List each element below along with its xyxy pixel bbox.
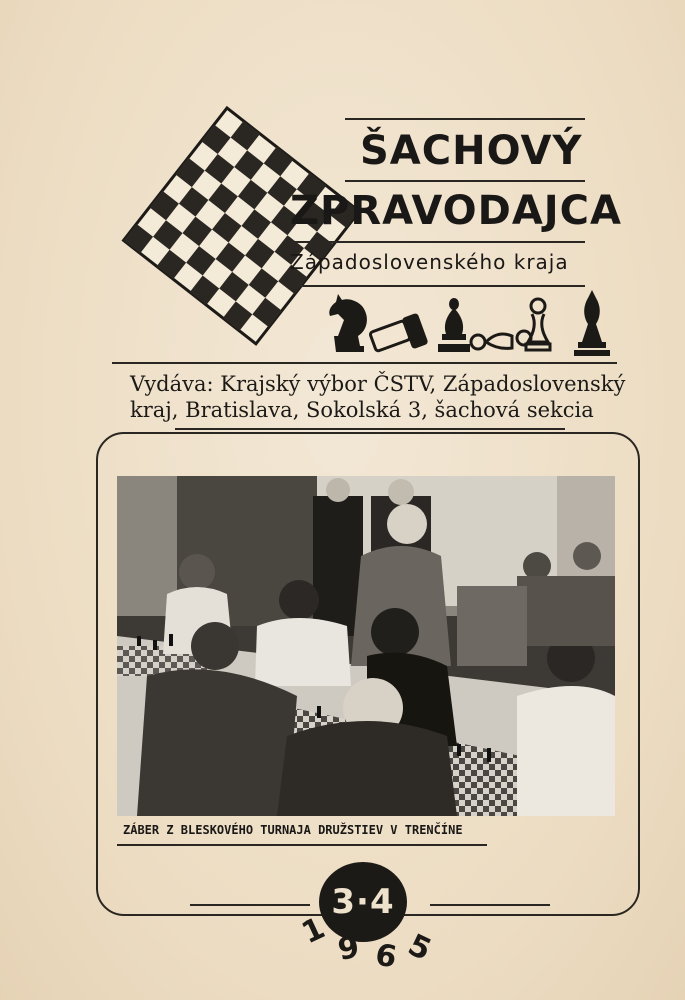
magazine-title-line2: ZPRAVODAJCA (290, 188, 622, 234)
publisher-line1: Vydáva: Krajský výbor ČSTV, Západoslovenský (130, 372, 626, 396)
masthead-rule-2 (345, 180, 585, 182)
chessboard-logo (105, 100, 345, 380)
year-digit: 9 (335, 929, 362, 968)
bishop-icon (438, 298, 470, 352)
publisher-line2: kraj, Bratislava, Sokolská 3, šachová sekcia (130, 398, 594, 422)
photo-caption: ZÁBER Z BLESKOVÉHO TURNAJA DRUŽSTIEV V TRENČÍNE (123, 823, 463, 837)
year-digit: 6 (372, 937, 400, 976)
caption-rule (117, 844, 487, 846)
year-digit: 1 (296, 910, 331, 952)
masthead-rule-3 (290, 241, 585, 243)
publisher-rule-top (112, 362, 617, 364)
chess-pieces-row (328, 288, 618, 360)
tournament-photo (117, 476, 615, 816)
knight-icon (329, 294, 367, 352)
publisher-rule-bottom (175, 428, 565, 430)
issue-year (296, 910, 440, 980)
year-digit: 5 (402, 927, 437, 969)
bottom-rule-right (430, 904, 550, 906)
fallen-pawn-icon (471, 331, 531, 349)
magazine-title-line1: ŠACHOVÝ (360, 128, 583, 174)
masthead-rule-4 (290, 285, 585, 287)
issue-number: 3·4 (331, 882, 395, 922)
fallen-rook-icon (370, 315, 427, 352)
bottom-rule (190, 904, 310, 906)
magazine-subtitle: Západoslovenského kraja (290, 250, 569, 274)
king-icon (574, 290, 610, 356)
masthead-rule-top (345, 118, 585, 120)
pawn-icon (526, 299, 550, 350)
